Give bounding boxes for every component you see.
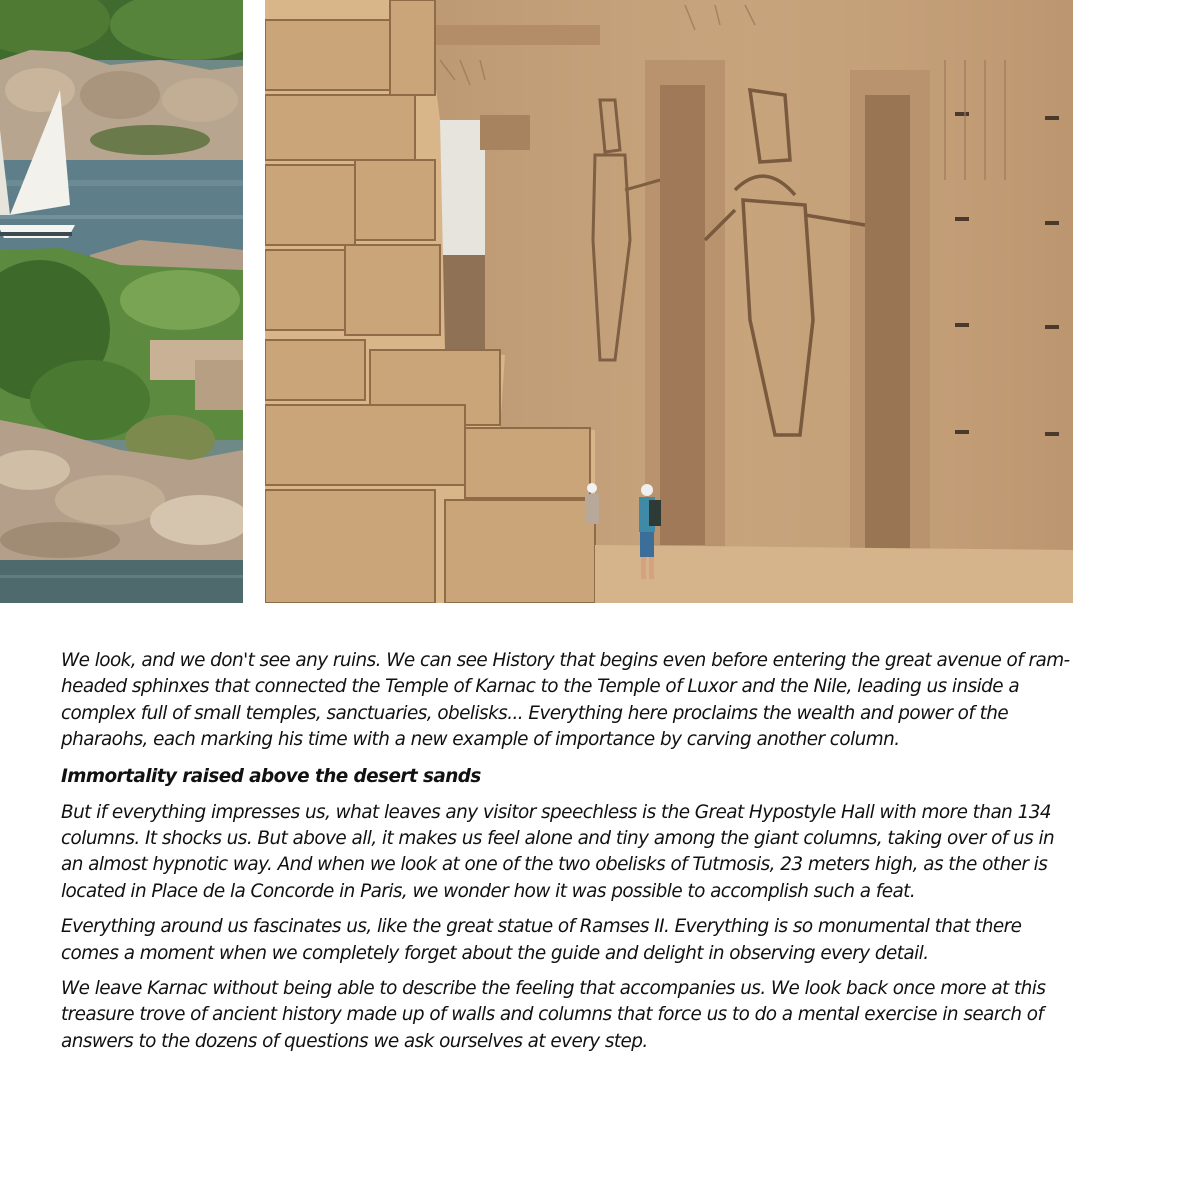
paragraph-intro: We look, and we don't see any ruins. We can see History that begins even before entering the great avenue of ram-headed sphinxes that connected the Temple of Karnac to the Temple of Luxor and the Nile, leading us inside a complex full of small temples, sanctuaries, obelisks... Everything here proclaims the wealth and power of the pharaohs, each marking his time with a new example of importance by carving another column. xyxy=(61,650,1070,751)
section-heading: Immortality raised above the desert sands xyxy=(61,765,481,787)
paragraph-leaving-karnac: We leave Karnac without being able to describe the feeling that accompanies us. We look back once more at this treasure trove of ancient history made up of walls and columns that force us to do a mental exercise in search of answers to the dozens of questions we ask ourselves at every step. xyxy=(61,978,1046,1052)
paragraph-hypostyle-hall: But if everything impresses us, what leaves any visitor speechless is the Great Hypostyle Hall with more than 134 columns. It shocks us. But above all, it makes us feel alone and tiny among the giant columns, taking over of us in an almost hypnotic way. And when we look at one of the two obelisks of Tutmosis, 23 meters high, as the other is located in Place de la Concorde in Paris, we wonder how it was possible to accomplish such a feat. xyxy=(61,801,1055,902)
article-body xyxy=(61,648,1081,1064)
temple-reliefs-illustration xyxy=(265,0,1073,603)
temple-pylon-photo xyxy=(265,0,1073,603)
nile-felucca-photo xyxy=(0,0,243,603)
paragraph-ramses-statue: Everything around us fascinates us, like the great statue of Ramses II. Everything is so monumental that there comes a moment when we completely forget about the guide and delight in observing every detail. xyxy=(61,916,1022,964)
nile-felucca-illustration xyxy=(0,0,243,603)
